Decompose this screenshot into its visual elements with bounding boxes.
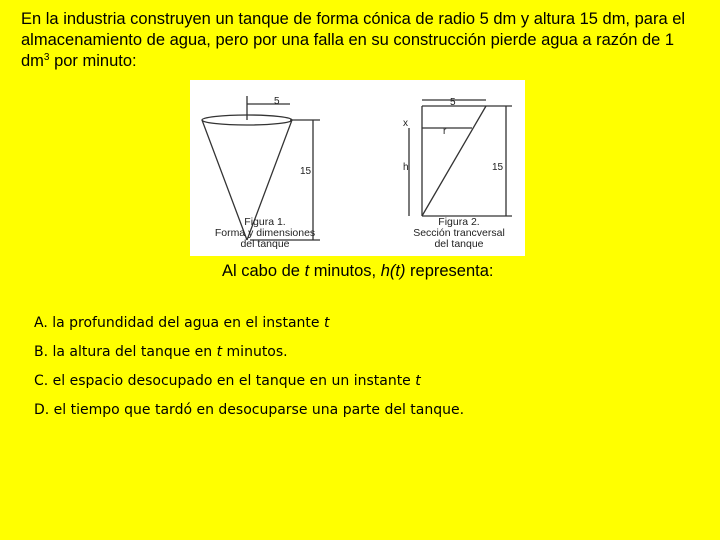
- figure1-caption-line1: Figura 1.: [244, 216, 286, 228]
- section-top-label: 5: [450, 97, 456, 108]
- section-r-label: r: [443, 126, 447, 137]
- cone-height-label: 15: [300, 166, 312, 177]
- section-height-label: 15: [492, 162, 504, 173]
- option-a[interactable]: [34, 313, 464, 342]
- option-a-text: A. la profundidad del agua en el instante: [34, 315, 324, 331]
- figure1-caption-line2: Forma y dimensiones: [214, 227, 316, 239]
- figure1-caption-line3: del tanque: [240, 238, 290, 250]
- question-prefix: Al cabo de: [222, 262, 305, 280]
- question-middle: minutos,: [309, 262, 381, 280]
- section-h-label: h: [403, 162, 409, 173]
- figure1-caption: [190, 217, 340, 250]
- cone-radius-label: 5: [274, 96, 280, 107]
- figure2-caption-line3: del tanque: [434, 238, 484, 250]
- option-c-var: t: [415, 373, 421, 389]
- tank-figures: [190, 80, 525, 256]
- figure2-caption-line2: Sección trancversal: [413, 227, 505, 239]
- option-c-text: C. el espacio desocupado en el tanque en un instante: [34, 373, 416, 389]
- option-c[interactable]: [34, 371, 464, 400]
- option-b-after: minutos.: [222, 344, 288, 360]
- figure2-caption: [395, 217, 523, 250]
- option-b-text: B. la altura del tanque en: [34, 344, 217, 360]
- problem-text-end: por minuto:: [49, 52, 137, 70]
- problem-text: En la industria construyen un tanque de forma cónica de radio 5 dm y altura 15 dm, para el almacenamiento de agua, pero por una falla en su construcción pierde agua a razón de 1 dm: [21, 10, 686, 70]
- question-text: [222, 262, 494, 281]
- option-b[interactable]: [34, 342, 464, 371]
- problem-exponent: 3: [43, 52, 50, 63]
- figure2-caption-line1: Figura 2.: [438, 216, 480, 228]
- question-function: h(t): [380, 262, 406, 280]
- section-x-label: x: [403, 118, 408, 129]
- question-var-t: t: [304, 262, 310, 280]
- section-figure: [409, 100, 512, 216]
- option-b-var: t: [216, 344, 223, 360]
- section-slant: [422, 106, 486, 216]
- option-d-text: D. el tiempo que tardó en desocuparse una parte del tanque.: [34, 402, 465, 418]
- option-d[interactable]: [34, 400, 464, 429]
- option-a-var: t: [323, 315, 330, 331]
- problem-statement: [21, 9, 701, 72]
- answer-options: [34, 313, 464, 429]
- question-suffix: representa:: [405, 262, 494, 280]
